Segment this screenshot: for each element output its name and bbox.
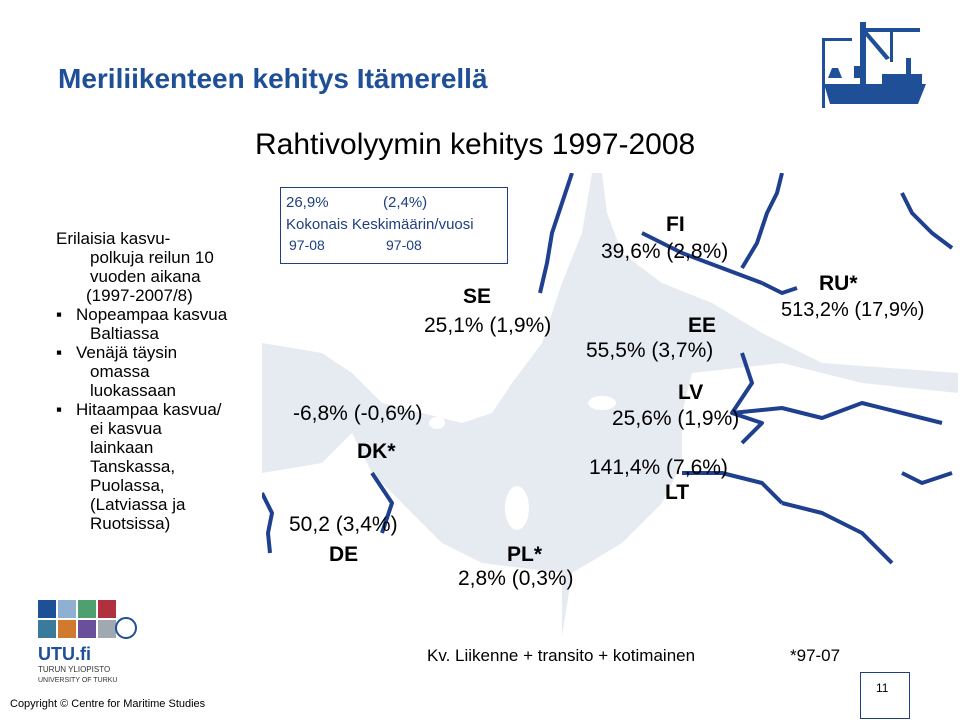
chart-subtitle: Rahtivolyymin kehitys 1997-2008 bbox=[255, 128, 696, 161]
utu-logo-name-fi: TURUN YLIOPISTO bbox=[38, 665, 111, 674]
label-lt-value: 141,4% (7,6%) bbox=[589, 456, 728, 479]
legend-period-annual: 97-08 bbox=[386, 237, 422, 253]
label-se-value: 25,1% (1,9%) bbox=[424, 314, 552, 337]
bullet-text: Hitaampaa kasvua/ bbox=[76, 400, 222, 419]
left-text-block bbox=[56, 229, 266, 533]
label-lv-name: LV bbox=[678, 381, 704, 404]
intro-period: (1997-2007/8) bbox=[86, 286, 193, 305]
footnote-period: *97-07 bbox=[790, 646, 841, 665]
bullet-text: ei kasvua bbox=[90, 419, 162, 438]
bullet-icon: ▪ bbox=[56, 305, 63, 324]
label-ee-value: 55,5% (3,7%) bbox=[586, 339, 714, 362]
label-ru-value: 513,2% (17,9%) bbox=[781, 299, 925, 321]
copyright-text: Copyright © Centre for Maritime Studies bbox=[10, 698, 206, 710]
bullet-text: Ruotsissa) bbox=[90, 514, 171, 533]
legend-description: Kokonais Keskimäärin/vuosi bbox=[286, 216, 474, 233]
ship-port-logo-icon bbox=[820, 18, 930, 113]
footnote-traffic: Kv. Liikenne + transito + kotimainen bbox=[427, 646, 696, 665]
bullet-text: Nopeampaa kasvua bbox=[76, 305, 228, 324]
label-pl-value: 2,8% (0,3%) bbox=[458, 567, 574, 590]
bullet-text: lainkaan bbox=[90, 438, 154, 457]
label-dk-name: DK* bbox=[357, 440, 396, 463]
label-pl-name: PL* bbox=[507, 543, 543, 566]
page-number: 11 bbox=[876, 681, 889, 695]
label-lt-name: LT bbox=[665, 481, 690, 504]
slide-title: Meriliikenteen kehitys Itämerellä bbox=[58, 63, 488, 94]
intro-line: polkuja reilun 10 bbox=[90, 248, 214, 267]
legend-total-value: 26,9% bbox=[286, 194, 329, 211]
label-se-name: SE bbox=[463, 285, 492, 308]
bullet-text: luokassaan bbox=[90, 381, 177, 400]
label-de-name: DE bbox=[329, 543, 359, 566]
label-fi-name: FI bbox=[666, 213, 685, 236]
bullet-icon: ▪ bbox=[56, 343, 63, 362]
bullet-text: omassa bbox=[90, 362, 150, 381]
label-dk-value: -6,8% (-0,6%) bbox=[293, 402, 423, 425]
label-lv-value: 25,6% (1,9%) bbox=[612, 407, 740, 430]
bullet-text: Baltiassa bbox=[90, 324, 159, 343]
utu-logo-name-en: UNIVERSITY OF TURKU bbox=[38, 677, 118, 684]
bullet-icon: ▪ bbox=[56, 400, 63, 419]
label-ru-name: RU* bbox=[819, 272, 858, 295]
utu-logo-mark: UTU.fi bbox=[38, 644, 91, 664]
legend-annual-value: (2,4%) bbox=[383, 194, 428, 211]
label-fi-value: 39,6% (2,8%) bbox=[601, 240, 729, 263]
bullet-text: Tanskassa, bbox=[90, 457, 176, 476]
label-de-value: 50,2 (3,4%) bbox=[289, 513, 398, 536]
page-number-box bbox=[860, 672, 910, 719]
label-ee-name: EE bbox=[688, 314, 717, 337]
bullet-text: (Latviassa ja bbox=[90, 495, 186, 514]
legend-period-total: 97-08 bbox=[289, 237, 325, 253]
intro-line: vuoden aikana bbox=[90, 267, 201, 286]
bullet-text: Venäjä täysin bbox=[76, 343, 178, 362]
utu-logo bbox=[38, 600, 138, 685]
intro-line: Erilaisia kasvu- bbox=[56, 229, 171, 248]
bullet-text: Puolassa, bbox=[90, 476, 165, 495]
